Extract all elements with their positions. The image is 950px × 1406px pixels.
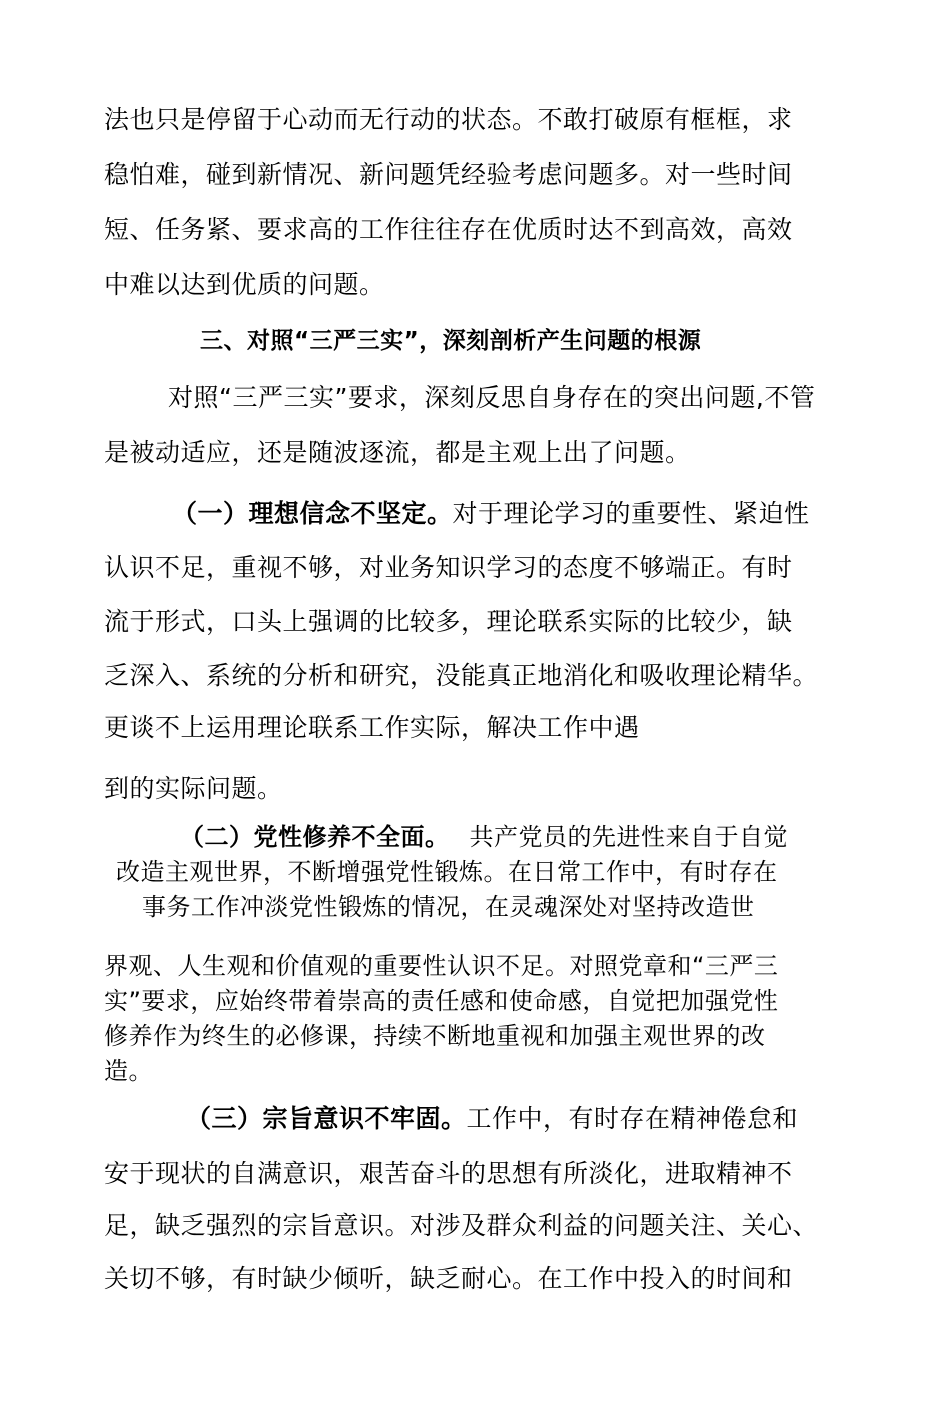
body-line: 界观、人生观和价值观的重要性认识不足。对照党章和“三严三 <box>104 952 779 980</box>
body-text: 共产党员的先进性来自于自觉 <box>469 823 788 851</box>
body-line: 短、任务紧、要求高的工作往往存在优质时达不到高效，高效 <box>104 215 793 244</box>
body-line: 修养作为终生的必修课，持续不断地重视和加强主观世界的改 <box>104 1022 766 1050</box>
body-line: 稳怕难，碰到新情况、新问题凭经验考虑问题多。对一些时间 <box>104 160 793 189</box>
body-text: 对于理论学习的重要性、紧迫性 <box>452 499 810 528</box>
subsection-heading: （三）宗旨意识不牢固。 <box>186 1104 467 1133</box>
body-line: 关切不够，有时缺少倾听，缺乏耐心。在工作中投入的时间和 <box>104 1264 793 1293</box>
paragraph-line <box>180 822 788 852</box>
body-line: 流于形式，口头上强调的比较多，理论联系实际的比较少，缺 <box>104 607 793 636</box>
body-line: 到的实际问题。 <box>104 774 283 803</box>
body-line: 改造主观世界，不断增强党性锻炼。在日常工作中，有时存在 <box>116 858 778 886</box>
body-line: 乏深入、系统的分析和研究，没能真正地消化和吸收理论精华。 <box>104 661 819 690</box>
body-line: 更谈不上运用理论联系工作实际，解决工作中遇 <box>104 713 640 742</box>
body-line: 认识不足，重视不够，对业务知识学习的态度不够端正。有时 <box>104 553 793 582</box>
body-line: 是被动适应，还是随波逐流，都是主观上出了问题。 <box>104 438 691 467</box>
body-line: 对照“三严三实”要求，深刻反思自身存在的突出问题,不管 <box>168 383 816 412</box>
subsection-heading: （一）理想信念不坚定。 <box>172 499 453 528</box>
body-text: 工作中，有时存在精神倦怠和 <box>466 1104 799 1133</box>
body-line: 造。 <box>104 1057 153 1085</box>
subsection-heading: （二）党性修养不全面。 <box>180 823 450 851</box>
paragraph-line <box>186 1104 798 1134</box>
body-line: 法也只是停留于心动而无行动的状态。不敢打破原有框框，求 <box>104 105 793 134</box>
body-line: 中难以达到优质的问题。 <box>104 270 385 299</box>
body-line: 事务工作冲淡党性锻炼的情况，在灵魂深处对坚持改造世 <box>142 893 755 921</box>
body-line: 实”要求，应始终带着崇高的责任感和使命感，自觉把加强党性 <box>104 987 779 1015</box>
paragraph-line <box>172 499 810 529</box>
body-line: 足，缺乏强烈的宗旨意识。对涉及群众利益的问题关注、关心、 <box>104 1211 819 1240</box>
section-heading: 三、对照“三严三实”，深刻剖析产生问题的根源 <box>200 328 702 354</box>
body-line: 安于现状的自满意识，艰苦奋斗的思想有所淡化，进取精神不 <box>104 1159 793 1188</box>
